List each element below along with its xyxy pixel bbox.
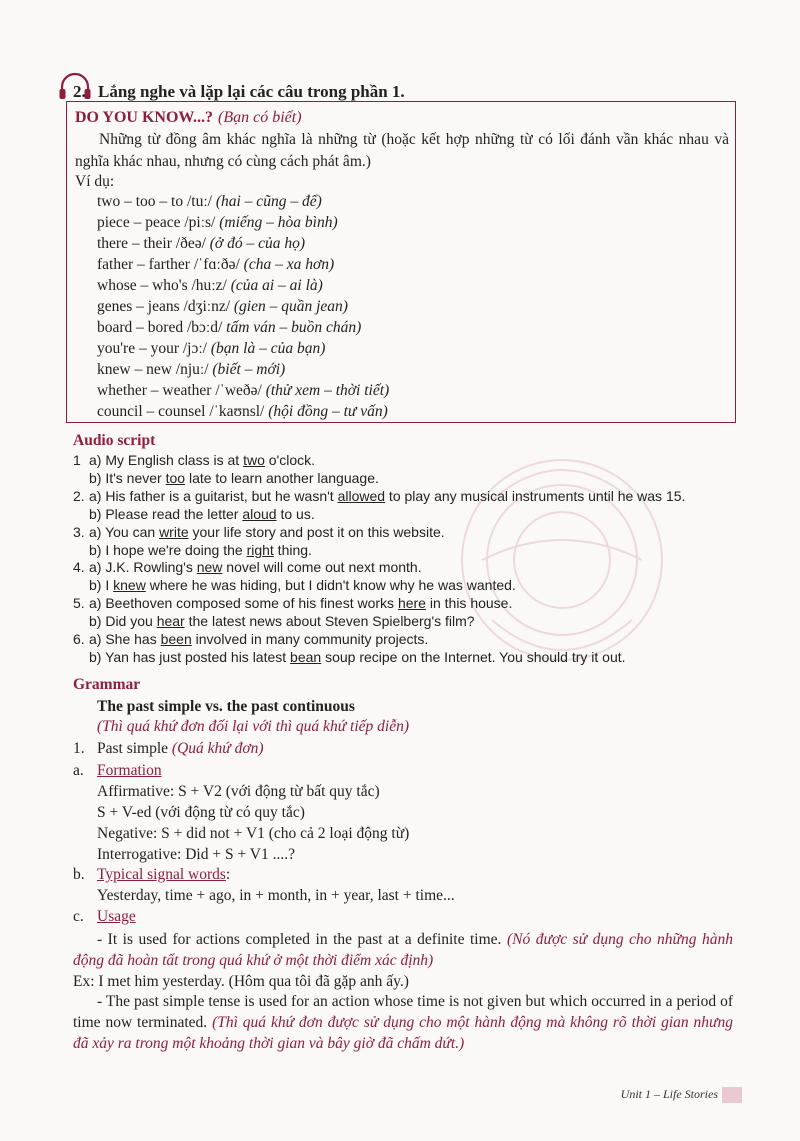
page-number-tab: [722, 1087, 742, 1103]
homophone-underlined-word: new: [196, 559, 223, 575]
homophone-meaning: tấm ván – buồn chán): [226, 319, 362, 336]
usage-1-en: - It is used for actions completed in the past at a definite time.: [97, 931, 502, 948]
audio-line-text: [89, 470, 379, 486]
usage-2-vi: (Thì quá khứ đơn được sử dụng cho một hành động mà không rõ thời gian nhưng đã xảy ra trong một khoảng thời gian và bây giờ đã chấm dứt.): [73, 1014, 733, 1052]
audio-text-after: in this house.: [425, 595, 513, 611]
audio-line-number: 2.: [73, 488, 85, 504]
grammar-subtitle: The past simple vs. the past continuous: [97, 698, 355, 715]
audio-line-text: [89, 613, 475, 629]
audio-line-text: [89, 488, 685, 504]
homophone-meaning: (biết – mới): [212, 361, 286, 378]
audio-text-after: novel will come out next month.: [222, 559, 422, 575]
point-label-vi: (Quá khứ đơn): [171, 740, 264, 757]
grammar-subtitle-vi: (Thì quá khứ đơn đối lại với thì quá khứ tiếp diễn): [97, 718, 409, 735]
signal-words-text: Yesterday, time + ago, in + month, in + year, last + time...: [97, 887, 455, 904]
audio-line-number: 1: [73, 452, 81, 468]
homophone-meaning: (bạn là – của bạn): [210, 340, 326, 357]
homophone-underlined-word: here: [397, 595, 426, 611]
homophone-underlined-word: allowed: [337, 488, 386, 504]
formation-line: Negative: S + did not + V1 (cho cả 2 loại động từ): [97, 825, 410, 842]
homophone-meaning: (hai – cũng – để): [215, 193, 322, 210]
homophone-row: [97, 361, 285, 379]
audio-text-before: b) Please read the letter: [89, 506, 243, 522]
audio-script-title: Audio script: [73, 432, 156, 449]
homophone-underlined-word: bean: [290, 649, 322, 665]
homophone-words: board – bored /bɔːd/: [97, 319, 223, 336]
audio-line-text: [89, 577, 516, 593]
do-you-know-heading-vi: (Bạn có biết): [218, 109, 302, 126]
formation-line: Interrogative: Did + S + V1 ....?: [97, 846, 295, 863]
audio-text-before: b) Yan has just posted his latest: [89, 649, 291, 665]
audio-text-after: the latest news about Steven Spielberg's film?: [184, 613, 475, 629]
audio-text-before: a) His father is a guitarist, but he wasn't: [89, 488, 338, 504]
homophone-row: [97, 235, 305, 253]
audio-text-after: thing.: [273, 542, 312, 558]
audio-text-before: a) You can: [89, 524, 160, 540]
point-label: Past simple: [97, 740, 169, 757]
homophone-underlined-word: aloud: [242, 506, 277, 522]
homophone-underlined-word: write: [159, 524, 189, 540]
homophone-meaning: (miếng – hòa bình): [219, 214, 338, 231]
subpoint-key: c.: [73, 908, 84, 925]
audio-line-text: [89, 595, 512, 611]
homophone-words: there – their /ðeə/: [97, 235, 206, 252]
audio-line-text: [89, 542, 312, 558]
audio-text-after: late to learn another language.: [185, 470, 379, 486]
audio-text-after: involved in many community projects.: [191, 631, 429, 647]
do-you-know-box: [66, 101, 736, 423]
homophone-row: [97, 340, 325, 358]
audio-line-number: 3.: [73, 524, 85, 540]
audio-text-after: o'clock.: [264, 452, 315, 468]
subpoint-label: Formation: [97, 762, 162, 779]
formation-line: Affirmative: S + V2 (với động từ bất quy tắc): [97, 783, 380, 800]
homophone-meaning: (ở đó – của họ): [209, 235, 305, 252]
audio-text-before: a) J.K. Rowling's: [89, 559, 197, 575]
audio-text-before: b) It's never: [89, 470, 166, 486]
homophone-row: [97, 319, 361, 337]
audio-line-text: [89, 452, 315, 468]
homophone-underlined-word: too: [165, 470, 186, 486]
subpoint-label: Usage: [97, 908, 136, 925]
audio-line-text: [89, 506, 315, 522]
homophone-underlined-word: hear: [156, 613, 185, 629]
homophone-words: whose – who's /huːz/: [97, 277, 227, 294]
audio-text-after: to us.: [276, 506, 315, 522]
homophone-underlined-word: knew: [113, 577, 146, 593]
formation-line: S + V-ed (với động từ có quy tắc): [97, 804, 305, 821]
subpoint-label: Typical signal words: [97, 866, 226, 883]
grammar-title: Grammar: [73, 676, 141, 693]
homophone-words: council – counsel /ˈkaʊnsl/: [97, 403, 265, 420]
homophone-row: [97, 256, 334, 274]
homophone-meaning: (gien – quần jean): [233, 298, 348, 315]
homophone-row: [97, 214, 338, 232]
homophone-underlined-word: been: [160, 631, 192, 647]
usage-paragraph-1: [73, 929, 733, 971]
homophone-words: two – too – to /tuː/: [97, 193, 212, 210]
homophone-row: [97, 382, 389, 400]
audio-text-before: b) Did you: [89, 613, 157, 629]
audio-text-before: b) I: [89, 577, 114, 593]
audio-text-after: where he was hiding, but I didn't know why he was wanted.: [145, 577, 516, 593]
audio-text-after: soup recipe on the Internet. You should try it out.: [321, 649, 626, 665]
section-title: Lắng nghe và lặp lại các câu trong phần 1.: [98, 82, 405, 101]
homophone-words: knew – new /njuː/: [97, 361, 209, 378]
subpoint-key: a.: [73, 762, 84, 779]
homophone-row: [97, 193, 322, 211]
audio-text-before: a) Beethoven composed some of his finest works: [89, 595, 398, 611]
page-footer: [621, 1087, 742, 1103]
homophone-meaning: (cha – xa hơn): [243, 256, 335, 273]
audio-line-text: [89, 649, 626, 665]
subpoint-key: b.: [73, 866, 85, 883]
audio-line-text: [89, 631, 428, 647]
audio-text-after: to play any musical instruments until he was 15.: [385, 488, 686, 504]
audio-text-before: b) I hope we're doing the: [89, 542, 247, 558]
do-you-know-heading: DO YOU KNOW...?: [75, 109, 213, 126]
homophone-row: [97, 298, 348, 316]
homophone-meaning: (của ai – ai là): [230, 277, 323, 294]
point-number: 1.: [73, 740, 85, 757]
usage-2-en: - The past simple tense is used for an action whose time is not given but which occurred in a period of time now terminated.: [73, 993, 733, 1031]
usage-paragraph-2: [73, 991, 733, 1054]
subpoint-colon: :: [225, 866, 231, 883]
audio-line-number: 6.: [73, 631, 85, 647]
homophone-words: whether – weather /ˈweðə/: [97, 382, 262, 399]
usage-example: Ex: I met him yesterday. (Hôm qua tôi đã gặp anh ấy.): [73, 973, 409, 990]
homophone-row: [97, 277, 323, 295]
homophone-words: you're – your /jɔː/: [97, 340, 207, 357]
audio-line-number: 5.: [73, 595, 85, 611]
homophone-words: father – farther /ˈfɑːðə/: [97, 256, 240, 273]
audio-line-text: [89, 524, 445, 540]
homophone-underlined-word: two: [243, 452, 265, 468]
homophone-underlined-word: right: [246, 542, 274, 558]
homophone-meaning: (hội đồng – tư vấn): [268, 403, 388, 420]
audio-text-before: a) My English class is at: [89, 452, 244, 468]
footer-unit-title: Unit 1 – Life Stories: [620, 1087, 718, 1101]
homophone-row: [97, 403, 388, 421]
audio-text-before: a) She has: [89, 631, 161, 647]
audio-text-after: your life story and post it on this website.: [188, 524, 445, 540]
audio-line-text: [89, 559, 422, 575]
example-label: Ví dụ:: [75, 173, 115, 190]
usage-1-vi: (Nó được sử dụng cho những hành động đã hoàn tất trong quá khứ ở một thời điểm xác định): [73, 931, 733, 969]
homophone-definition: Những từ đồng âm khác nghĩa là những từ (hoặc kết hợp những từ có lối đánh vần khác nhau và nghĩa khác nhau, nhưng có cùng cách phát âm.): [75, 131, 729, 170]
audio-line-number: 4.: [73, 559, 85, 575]
homophone-words: genes – jeans /dʒiːnz/: [97, 298, 230, 315]
section-number: 2.: [73, 82, 86, 101]
homophone-words: piece – peace /piːs/: [97, 214, 216, 231]
do-you-know-title: [75, 107, 302, 127]
homophone-meaning: (thử xem – thời tiết): [265, 382, 390, 399]
